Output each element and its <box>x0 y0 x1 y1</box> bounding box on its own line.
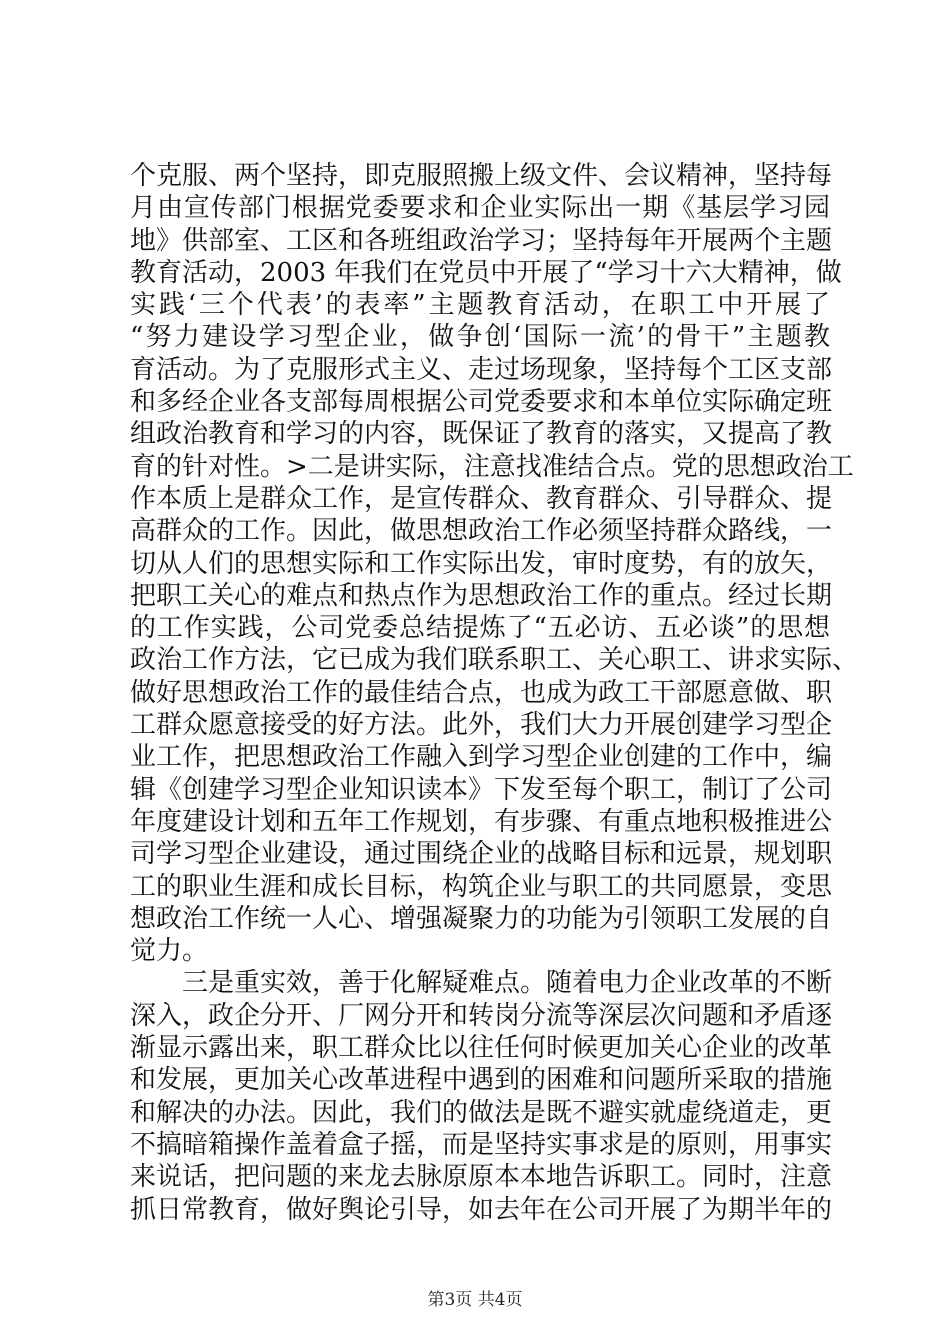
text-line: 年度建设计划和五年工作规划，有步骤、有重点地积极推进公 <box>130 806 833 837</box>
text-line: 深入，政企分开、厂网分开和转岗分流等深层次问题和矛盾逐 <box>130 1000 833 1031</box>
text-line: 和发展，更加关心改革进程中遇到的困难和问题所采取的措施 <box>130 1065 833 1096</box>
text-line: 切从人们的思想实际和工作实际出发，审时度势，有的放矢， <box>130 548 833 579</box>
text-line: 育的针对性。>二是讲实际，注意找准结合点。党的思想政治工 <box>130 451 854 482</box>
text-line: 和多经企业各支部每周根据公司党委要求和本单位实际确定班 <box>130 387 833 418</box>
text-line: 不搞暗箱操作盖着盒子摇，而是坚持实事求是的原则，用事实 <box>130 1129 833 1160</box>
text-line: 辑《创建学习型企业知识读本》下发至每个职工，制订了公司 <box>130 774 833 805</box>
text-line: 业工作，把思想政治工作融入到学习型企业创建的工作中，编 <box>130 742 833 773</box>
text-line: 渐显示露出来，职工群众比以往任何时候更加关心企业的改革 <box>130 1033 833 1064</box>
text-line: 工群众愿意接受的好方法。此外，我们大力开展创建学习型企 <box>130 710 833 741</box>
text-line: 作本质上是群众工作，是宣传群众、教育群众、引导群众、提 <box>130 483 833 514</box>
text-line: 想政治工作统一人心、增强凝聚力的功能为引领职工发展的自 <box>130 903 833 934</box>
text-line: 抓日常教育，做好舆论引导，如去年在公司开展了为期半年的 <box>130 1194 833 1225</box>
text-line: “努力建设学习型企业，做争创‘国际一流’的骨干”主题教 <box>130 322 830 353</box>
text-line: 工的职业生涯和成长目标，构筑企业与职工的共同愿景，变思 <box>130 871 833 902</box>
text-line: 实践‘三个代表’的表率”主题教育活动，在职工中开展了 <box>130 290 830 321</box>
text-line: 做好思想政治工作的最佳结合点，也成为政工干部愿意做、职 <box>130 677 833 708</box>
text-line: 地》供部室、工区和各班组政治学习；坚持每年开展两个主题 <box>130 225 833 256</box>
text-line: 个克服、两个坚持，即克服照搬上级文件、会议精神，坚持每 <box>130 161 833 191</box>
text-line: 和解决的办法。因此，我们的做法是既不避实就虚绕道走，更 <box>130 1097 833 1128</box>
text-line: 高群众的工作。因此，做思想政治工作必须坚持群众路线，一 <box>130 516 833 547</box>
text-line: 组政治教育和学习的内容，既保证了教育的落实，又提高了教 <box>130 419 833 450</box>
text-line: 的工作实践，公司党委总结提炼了“五必访、五必谈”的思想 <box>130 613 830 644</box>
text-line: 司学习型企业建设，通过围绕企业的战略目标和远景，规划职 <box>130 839 833 870</box>
text-line: 觉力。 <box>130 936 209 967</box>
paragraph-first-line: 三是重实效，善于化解疑难点。随着电力企业改革的不断 <box>182 968 833 999</box>
text-line: 政治工作方法，它已成为我们联系职工、关心职工、讲求实际、 <box>130 645 859 676</box>
text-line: 教育活动，2003 年我们在党员中开展了“学习十六大精神，做 <box>130 257 842 288</box>
text-line: 把职工关心的难点和热点作为思想政治工作的重点。经过长期 <box>130 580 833 611</box>
text-line: 月由宣传部门根据党委要求和企业实际出一期《基层学习园 <box>130 193 830 224</box>
body-text <box>130 160 859 1226</box>
text-line: 育活动。为了克服形式主义、走过场现象，坚持每个工区支部 <box>130 354 833 385</box>
page-number-footer: 第3页 共4页 <box>427 1290 523 1310</box>
text-line: 来说话，把问题的来龙去脉原原本本地告诉职工。同时，注意 <box>130 1162 833 1193</box>
